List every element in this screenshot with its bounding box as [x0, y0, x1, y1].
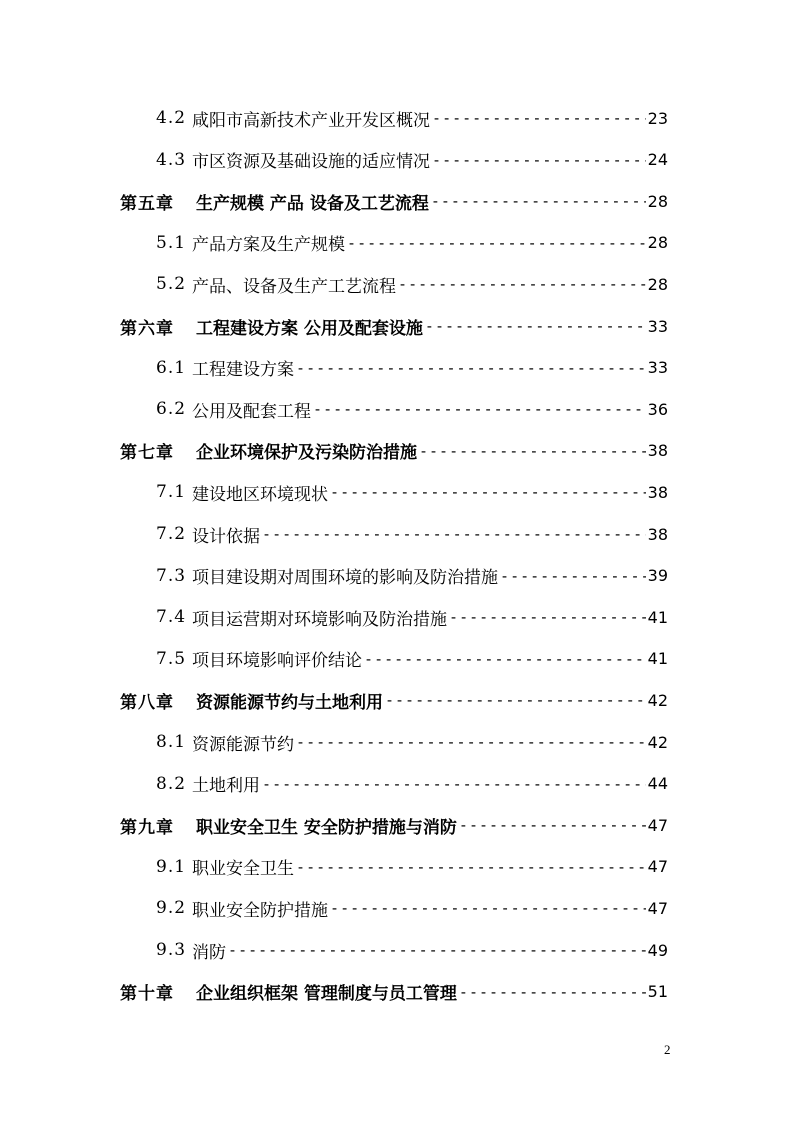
toc-entry-page: 47 [647, 815, 668, 835]
toc-chapter-entry[interactable] [120, 186, 668, 216]
toc-leader-dashes [313, 400, 646, 418]
toc-entry-page: 41 [647, 649, 668, 669]
toc-leader-dashes [262, 775, 646, 793]
toc-section-entry[interactable] [156, 353, 668, 383]
toc-leader-dashes [296, 858, 646, 876]
toc-entry-number: 7.1 [156, 482, 187, 503]
toc-chapter-entry[interactable] [120, 311, 668, 341]
toc-leader-dashes [385, 691, 646, 709]
toc-section-entry[interactable] [156, 602, 668, 632]
toc-entry-page: 36 [647, 399, 668, 419]
toc-entry-title: 市区资源及基础设施的适应情况 [192, 152, 431, 173]
toc-entry-number: 5.2 [156, 274, 187, 295]
toc-chapter-entry[interactable] [120, 685, 668, 715]
toc-entry-page: 47 [647, 898, 668, 918]
toc-entry-title: 职业安全卫生 安全防护措施与消防 [196, 817, 457, 838]
toc-leader-dashes [347, 234, 646, 252]
toc-entry-page: 39 [647, 566, 668, 586]
toc-entry-page: 23 [647, 108, 668, 128]
toc-entry-number: 第八章 [120, 692, 174, 713]
toc-section-entry[interactable] [156, 394, 668, 424]
toc-entry-title: 产品方案及生产规模 [192, 235, 346, 256]
toc-entry-page: 28 [647, 233, 668, 253]
toc-entry-number: 8.1 [156, 732, 187, 752]
toc-entry-page: 24 [647, 150, 668, 170]
toc-section-entry[interactable] [156, 727, 668, 757]
toc-entry-page: 49 [647, 940, 668, 960]
toc-entry-title: 建设地区环境现状 [192, 484, 329, 505]
toc-entry-page: 33 [647, 316, 668, 336]
toc-leader-dashes [262, 525, 646, 543]
toc-entry-page: 38 [647, 441, 668, 461]
toc-entry-page: 28 [647, 274, 668, 294]
toc-section-entry[interactable] [156, 769, 668, 799]
toc-entry-number: 9.1 [156, 856, 187, 877]
toc-leader-dashes [425, 317, 646, 335]
toc-chapter-entry[interactable] [120, 977, 668, 1007]
toc-section-entry[interactable] [156, 935, 668, 965]
toc-leader-dashes [419, 442, 646, 460]
toc-section-entry[interactable] [156, 644, 668, 674]
toc-entry-title: 消防 [192, 942, 227, 963]
toc-entry-number: 7.2 [156, 524, 187, 544]
toc-section-entry[interactable] [156, 519, 668, 549]
toc-entry-number: 7.5 [156, 648, 187, 669]
toc-entry-number: 6.1 [156, 357, 187, 378]
toc-entry-number: 第十章 [120, 984, 174, 1005]
toc-leader-dashes [459, 983, 646, 1001]
toc-leader-dashes [330, 899, 646, 917]
toc-leader-dashes [432, 109, 646, 127]
toc-leader-dashes [296, 733, 646, 751]
toc-entry-number: 6.2 [156, 399, 187, 420]
toc-entry-number: 4.2 [156, 108, 187, 128]
toc-chapter-entry[interactable] [120, 436, 668, 466]
toc-leader-dashes [398, 275, 646, 293]
toc-entry-title: 工程建设方案 [192, 360, 295, 381]
toc-entry-number: 第五章 [120, 193, 174, 214]
toc-entry-number: 4.3 [156, 149, 187, 170]
toc-entry-page: 41 [647, 607, 668, 627]
toc-entry-page: 28 [647, 191, 668, 211]
toc-entry-title: 职业安全防护措施 [192, 900, 329, 921]
toc-entry-number: 第七章 [120, 443, 174, 464]
page-number: 2 [664, 1042, 671, 1057]
toc-entry-title: 设计依据 [192, 526, 261, 547]
toc-entry-page: 47 [647, 857, 668, 877]
toc-entry-number: 9.3 [156, 940, 187, 960]
toc-leader-dashes [459, 816, 646, 834]
toc-leader-dashes [228, 941, 646, 959]
toc-section-entry[interactable] [156, 228, 668, 258]
toc-entry-title: 产品、设备及生产工艺流程 [192, 276, 397, 297]
toc-leader-dashes [364, 650, 646, 668]
toc-leader-dashes [449, 608, 646, 626]
toc-entry-page: 38 [647, 482, 668, 502]
toc-entry-title: 项目环境影响评价结论 [192, 651, 363, 672]
toc-leader-dashes [432, 151, 646, 169]
toc-chapter-entry[interactable] [120, 810, 668, 840]
toc-section-entry[interactable] [156, 561, 668, 591]
toc-entry-page: 42 [647, 690, 668, 710]
toc-section-entry[interactable] [156, 852, 668, 882]
toc-entry-page: 42 [647, 732, 668, 752]
toc-entry-title: 公用及配套工程 [192, 401, 312, 422]
toc-entry-title: 项目运营期对环境影响及防治措施 [192, 609, 448, 630]
toc-entry-number: 7.3 [156, 565, 187, 586]
toc-entry-number: 第六章 [120, 318, 174, 339]
toc-entry-title: 生产规模 产品 设备及工艺流程 [196, 193, 429, 214]
toc-entry-title: 企业组织框架 管理制度与员工管理 [196, 984, 457, 1005]
toc-section-entry[interactable] [156, 269, 668, 299]
toc-section-entry[interactable] [156, 477, 668, 507]
toc-entry-title: 资源能源节约 [192, 734, 295, 755]
toc-section-entry[interactable] [156, 103, 668, 133]
toc-leader-dashes [330, 483, 646, 501]
toc-entry-page: 38 [647, 524, 668, 544]
toc-entry-page: 33 [647, 358, 668, 378]
toc-entry-number: 8.2 [156, 773, 187, 794]
toc-entry-number: 第九章 [120, 817, 174, 838]
toc-entry-number: 9.2 [156, 898, 187, 919]
toc-section-entry[interactable] [156, 145, 668, 175]
toc-section-entry[interactable] [156, 893, 668, 923]
toc-entry-title: 工程建设方案 公用及配套设施 [196, 318, 423, 339]
toc-entry-title: 项目建设期对周围环境的影响及防治措施 [192, 568, 499, 589]
toc-entry-title: 咸阳市高新技术产业开发区概况 [192, 110, 431, 131]
toc-entry-title: 职业安全卫生 [192, 859, 295, 880]
toc-entry-number: 5.1 [156, 232, 187, 253]
toc-entry-title: 资源能源节约与土地利用 [196, 692, 383, 713]
toc-entry-number: 7.4 [156, 607, 187, 628]
toc-entry-title: 企业环境保护及污染防治措施 [196, 443, 417, 464]
toc-entry-title: 土地利用 [192, 776, 261, 797]
toc-leader-dashes [500, 567, 646, 585]
toc-entry-page: 51 [647, 982, 668, 1002]
toc-leader-dashes [431, 192, 646, 210]
toc-entry-page: 44 [647, 774, 668, 794]
toc-leader-dashes [296, 359, 646, 377]
